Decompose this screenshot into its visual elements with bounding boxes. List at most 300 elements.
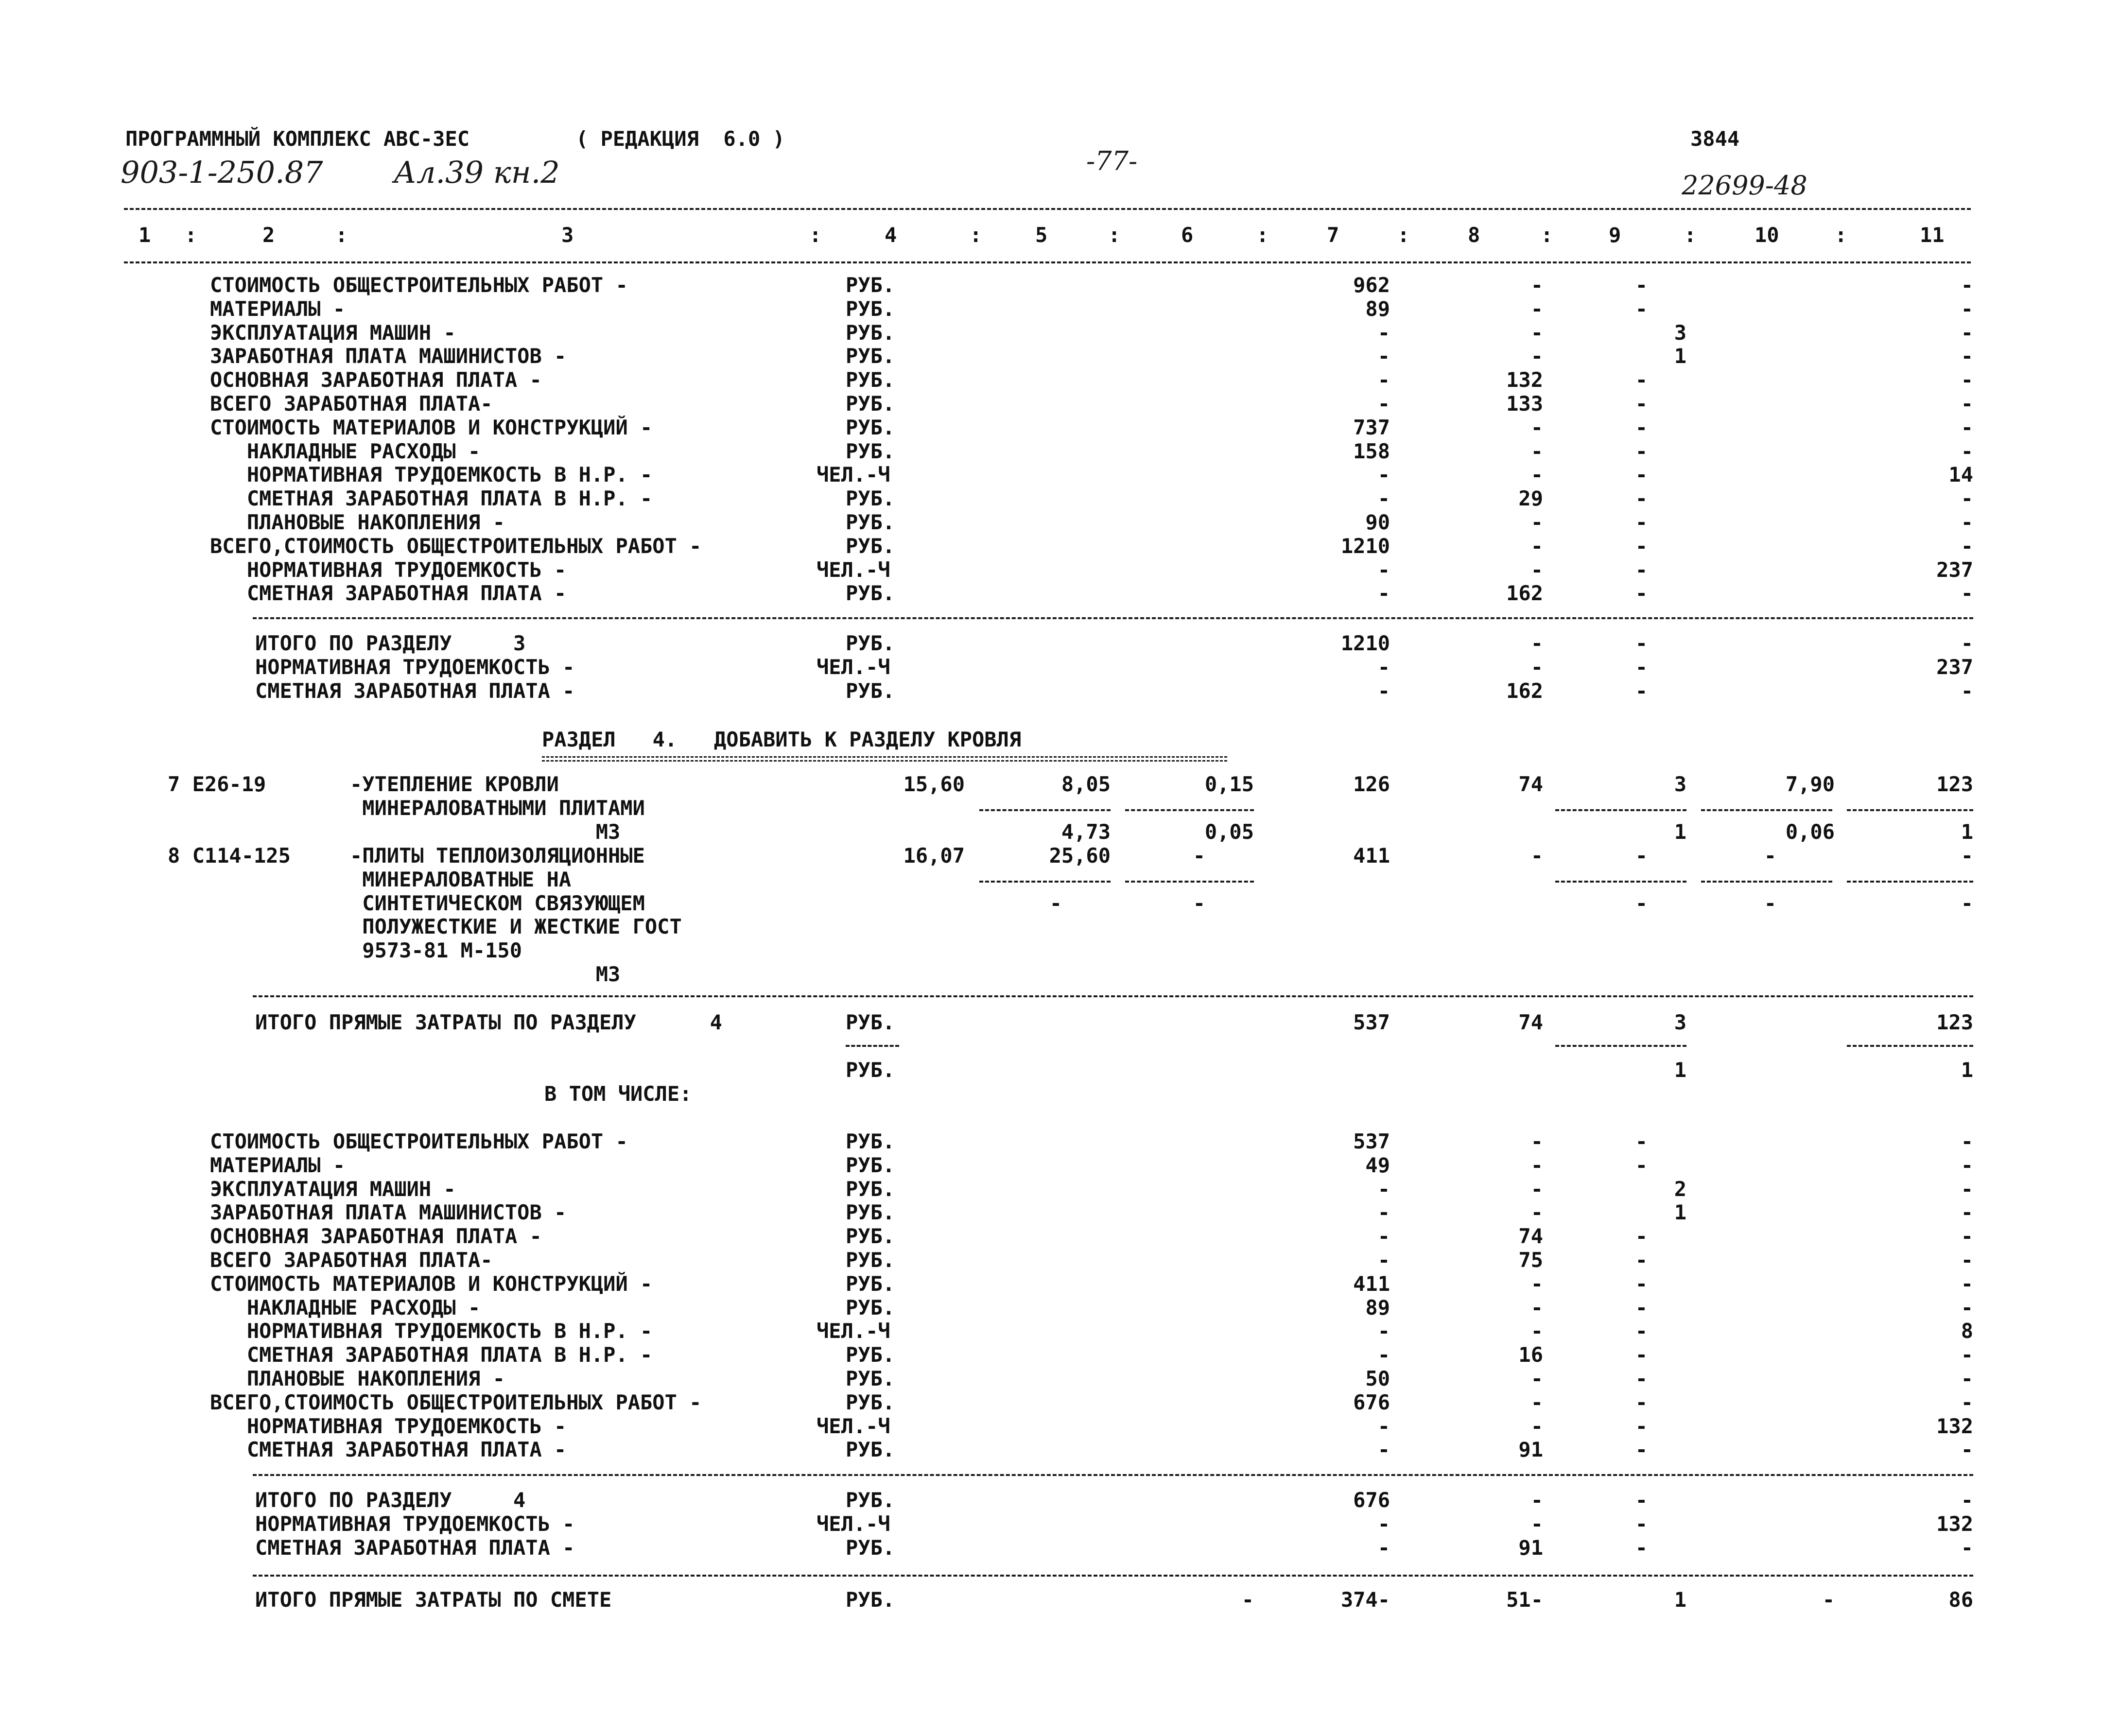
cell-col11: - [1961,486,1973,511]
cell-col7: - [1377,1343,1390,1367]
item-subrule [1701,809,1832,811]
total-col8: - [1530,1488,1543,1512]
total-unit: РУБ. [846,1488,895,1512]
row-label: ПЛАНОВЫЕ НАКОПЛЕНИЯ - [210,510,505,534]
grand-total-rule [253,1575,1973,1577]
row-unit: РУБ. [846,368,895,392]
cell-col9: - [1635,1153,1648,1177]
total-col8: 91 [1518,1535,1543,1560]
direct-col11-sub: 1 [1961,1058,1973,1082]
cell-col7: - [1377,1248,1390,1272]
row-label: ПЛАНОВЫЕ НАКОПЛЕНИЯ - [210,1367,505,1390]
row-label: ЭКСПЛУАТАЦИЯ МАШИН - [210,320,456,345]
item-description: -ПЛИТЫ ТЕПЛОИЗОЛЯЦИОННЫЕ [350,844,645,868]
item-col10-sub: 0,06 [1785,820,1835,844]
cell-col9: - [1635,534,1648,558]
cell-col7: 537 [1353,1129,1390,1153]
cell-col8: - [1530,1153,1543,1177]
item-description: М3 [350,819,621,844]
item-subrule [1125,809,1254,811]
total-unit: ЧЕЛ.-Ч [817,655,890,679]
total-col7: 1210 [1340,631,1390,655]
total-col7: - [1377,1511,1390,1536]
cell-col7: 737 [1353,415,1390,439]
cell-col11: - [1961,1367,1973,1390]
row-label: СМЕТНАЯ ЗАРАБОТНАЯ ПЛАТА - [210,1438,567,1462]
row-unit: ЧЕЛ.-Ч [817,1414,890,1438]
item-col5: 25,60 [1049,844,1111,868]
cell-col11: 8 [1961,1319,1973,1343]
column-separator: : [1256,223,1269,247]
total-col8: - [1530,655,1543,679]
cell-col7: - [1377,1177,1390,1201]
row-unit: РУБ. [846,1177,895,1201]
direct-unit-rule [846,1045,899,1047]
column-separator: : [1397,223,1410,247]
page-number: -77- [1086,146,1138,176]
cell-col11: 132 [1936,1414,1973,1438]
total-unit: ЧЕЛ.-Ч [817,1511,890,1536]
item-col6: - [1193,844,1205,868]
cell-col9: - [1635,1414,1648,1438]
cell-col7: - [1377,320,1390,345]
cell-col7: 50 [1365,1367,1390,1390]
cell-col7: 1210 [1340,534,1390,558]
row-label: СМЕТНАЯ ЗАРАБОТНАЯ ПЛАТА В Н.Р. - [210,1343,653,1367]
cell-col8: - [1530,296,1543,321]
cell-col8: - [1530,1177,1543,1201]
cell-col11: 14 [1948,463,1973,487]
total-col11: - [1961,1488,1973,1512]
total-col9: - [1635,1511,1648,1536]
total-col9: - [1635,1535,1648,1560]
grand-col7: 374- [1340,1588,1390,1612]
column-header: 4 [885,223,897,247]
column-separator: : [1108,223,1121,247]
row-unit: РУБ. [846,1343,895,1367]
item-number: 7 Е26-19 [168,772,266,796]
cell-col10: 3 [1674,320,1686,345]
cell-col9: - [1635,1343,1648,1367]
cell-col8: - [1530,415,1543,439]
item-col11-sub: 1 [1961,820,1973,844]
cell-col11: - [1961,1200,1973,1225]
cell-col8: 16 [1518,1343,1543,1367]
direct-subrule [1847,1045,1973,1047]
total-col11: 237 [1936,655,1973,679]
cell-col7: - [1377,1224,1390,1249]
cell-col11: - [1961,320,1973,345]
project-number: 903-1-250.87 [121,155,323,190]
grand-col10: - [1822,1588,1835,1612]
cell-col11: - [1961,1438,1973,1462]
cell-col9: - [1635,1129,1648,1153]
column-header: 5 [1035,223,1048,247]
cell-col9: - [1635,486,1648,511]
direct-col8: 74 [1518,1010,1543,1034]
total-unit: РУБ. [846,678,895,703]
item-subrule [1847,881,1973,883]
program-name: ПРОГРАММНЫЙ КОМПЛЕКС АВС-3ЕС [125,127,470,151]
cell-col9: - [1635,1367,1648,1390]
item-col5-sub: - [1049,891,1062,915]
cell-col10: 1 [1674,344,1686,368]
edition-label: ( РЕДАКЦИЯ 6.0 ) [576,127,785,151]
cell-col9: - [1635,581,1648,606]
cell-col11: - [1961,534,1973,558]
cell-col9: - [1635,1438,1648,1462]
total-col11: 132 [1936,1511,1973,1536]
row-unit: ЧЕЛ.-Ч [817,557,890,582]
row-label: СМЕТНАЯ ЗАРАБОТНАЯ ПЛАТА - [210,581,567,606]
total-label: ИТОГО ПО РАЗДЕЛУ 4 [255,1488,526,1512]
cell-col7: 90 [1365,510,1390,534]
row-label: СМЕТНАЯ ЗАРАБОТНАЯ ПЛАТА В Н.Р. - [210,486,653,511]
direct-subrule [1555,1045,1686,1047]
cell-col11: - [1961,1295,1973,1319]
column-header: 7 [1327,223,1339,247]
cell-col7: 676 [1353,1390,1390,1414]
row-unit: РУБ. [846,1224,895,1249]
cell-col11: - [1961,273,1973,297]
grand-total-unit: РУБ. [846,1588,895,1612]
items-end-rule [253,995,1973,997]
cell-col8: - [1530,1295,1543,1319]
item-col6: 0,15 [1204,772,1254,796]
item-col9: 3 [1674,772,1686,796]
cell-col11: - [1961,296,1973,321]
row-unit: РУБ. [846,1153,895,1177]
row-unit: РУБ. [846,1367,895,1390]
item-subrule [979,881,1111,883]
cell-col9: - [1635,1390,1648,1414]
total-unit: РУБ. [846,631,895,655]
item-description: МИНЕРАЛОВАТНЫЕ НА [350,867,572,891]
cell-col7: - [1377,344,1390,368]
cell-col8: 75 [1518,1248,1543,1272]
row-label: ВСЕГО ЗАРАБОТНАЯ ПЛАТА- [210,392,493,416]
item-col7: 411 [1353,844,1390,868]
item-number: 8 С114-125 [168,844,291,868]
row-label: НОРМАТИВНАЯ ТРУДОЕМКОСТЬ В Н.Р. - [210,463,653,487]
direct-costs-label: ИТОГО ПРЯМЫЕ ЗАТРАТЫ ПО РАЗДЕЛУ 4 [255,1010,722,1034]
item-subrule [1555,809,1686,811]
total-col7: 676 [1353,1488,1390,1512]
item-col7: 126 [1353,772,1390,796]
cell-col8: - [1530,344,1543,368]
item-subrule [1701,881,1832,883]
cell-col8: 162 [1506,581,1543,606]
row-unit: РУБ. [846,1438,895,1462]
cell-col9: - [1635,368,1648,392]
item-col9: - [1635,844,1648,868]
row-unit: РУБ. [846,510,895,534]
row-unit: РУБ. [846,1390,895,1414]
grand-col8: 51- [1506,1588,1543,1612]
column-header: 2 [262,223,275,247]
row-unit: РУБ. [846,439,895,463]
cell-col7: - [1377,486,1390,511]
cell-col7: 89 [1365,296,1390,321]
cell-col7: - [1377,1319,1390,1343]
item-col5-sub: 4,73 [1061,820,1111,844]
cell-col7: - [1377,368,1390,392]
grand-col6: - [1241,1588,1254,1612]
column-header: 8 [1468,223,1480,247]
album-number: Ал.39 кн.2 [394,155,560,190]
item-col9-sub: - [1635,891,1648,915]
column-header: 6 [1181,223,1194,247]
column-header: 3 [561,223,574,247]
column-header: 9 [1609,223,1621,247]
item-col8: 74 [1518,772,1543,796]
cell-col9: - [1635,439,1648,463]
column-header: 11 [1920,223,1945,247]
row-unit: РУБ. [846,296,895,321]
cell-col9: - [1635,510,1648,534]
column-header: 10 [1755,223,1779,247]
cell-col9: - [1635,1295,1648,1319]
column-separator: : [1684,223,1697,247]
cell-col11: - [1961,1224,1973,1249]
total-label: НОРМАТИВНАЯ ТРУДОЕМКОСТЬ - [255,1511,575,1536]
cell-col8: 133 [1506,392,1543,416]
row-unit: РУБ. [846,1200,895,1225]
cell-col11: - [1961,439,1973,463]
total-col11: - [1961,1535,1973,1560]
cell-col8: 74 [1518,1224,1543,1249]
cell-col7: 49 [1365,1153,1390,1177]
document-number: 22699-48 [1682,170,1807,201]
total-label: СМЕТНАЯ ЗАРАБОТНАЯ ПЛАТА - [255,1535,575,1560]
total-label: ИТОГО ПО РАЗДЕЛУ 3 [255,631,526,655]
column-separator: : [185,223,197,247]
grand-total-label: ИТОГО ПРЯМЫЕ ЗАТРАТЫ ПО СМЕТЕ [255,1588,612,1612]
row-label: СТОИМОСТЬ МАТЕРИАЛОВ И КОНСТРУКЦИЙ - [210,415,653,439]
cell-col8: - [1530,557,1543,582]
cell-col8: - [1530,320,1543,345]
row-unit: РУБ. [846,392,895,416]
row-unit: РУБ. [846,486,895,511]
cell-col11: - [1961,1129,1973,1153]
item-subrule [1847,809,1973,811]
cell-col8: - [1530,510,1543,534]
row-unit: РУБ. [846,1248,895,1272]
cell-col10: 2 [1674,1177,1686,1201]
cell-col7: - [1377,392,1390,416]
cell-col9: - [1635,296,1648,321]
cell-col9: - [1635,1248,1648,1272]
item-subrule [979,809,1111,811]
row-label: ВСЕГО ЗАРАБОТНАЯ ПЛАТА- [210,1248,493,1272]
item-description: ПОЛУЖЕСТКИЕ И ЖЕСТКИЕ ГОСТ [350,915,682,939]
total-col8: - [1530,1511,1543,1536]
including-label: В ТОМ ЧИСЛЕ: [544,1082,692,1106]
item-subrule [1125,881,1254,883]
row-unit: РУБ. [846,320,895,345]
total-col8: 162 [1506,678,1543,703]
row-label: НАКЛАДНЫЕ РАСХОДЫ - [210,1295,481,1319]
item-description: -УТЕПЛЕНИЕ КРОВЛИ [350,772,559,796]
total-col11: - [1961,678,1973,703]
cell-col8: 29 [1518,486,1543,511]
direct-col11: 123 [1936,1010,1973,1034]
cell-col9: - [1635,273,1648,297]
cell-col8: - [1530,1367,1543,1390]
total-col7: - [1377,655,1390,679]
item-col11-sub: - [1961,891,1973,915]
item-col6-sub: 0,05 [1204,820,1254,844]
cell-col8: 91 [1518,1438,1543,1462]
row-label: ЭКСПЛУАТАЦИЯ МАШИН - [210,1177,456,1201]
cell-col11: 237 [1936,557,1973,582]
section-title-underline [542,756,1227,758]
header-rule-top [124,208,1971,210]
cell-col7: - [1377,1438,1390,1462]
row-unit: ЧЕЛ.-Ч [817,1319,890,1343]
item-col10: - [1764,844,1776,868]
section-title: РАЗДЕЛ 4. ДОБАВИТЬ К РАЗДЕЛУ КРОВЛЯ [542,728,1022,751]
cell-col8: - [1530,1390,1543,1414]
cell-col8: - [1530,1319,1543,1343]
row-label: НАКЛАДНЫЕ РАСХОДЫ - [210,439,481,463]
direct-col7: 537 [1353,1010,1390,1034]
direct-col9: 3 [1674,1010,1686,1034]
direct-costs-unit: РУБ. [846,1010,895,1034]
cell-col11: - [1961,1343,1973,1367]
section3-total-rule [253,617,1973,619]
row-label: НОРМАТИВНАЯ ТРУДОЕМКОСТЬ - [210,1414,567,1438]
cell-col11: - [1961,1248,1973,1272]
row-unit: РУБ. [846,534,895,558]
cell-col8: - [1530,439,1543,463]
cell-col8: - [1530,273,1543,297]
cell-col11: - [1961,510,1973,534]
cell-col7: - [1377,581,1390,606]
row-label: ОСНОВНАЯ ЗАРАБОТНАЯ ПЛАТА - [210,1224,542,1249]
item-col5: 8,05 [1061,772,1111,796]
item-col11: - [1961,844,1973,868]
item-col6-sub: - [1193,891,1205,915]
row-label: ЗАРАБОТНАЯ ПЛАТА МАШИНИСТОВ - [210,1200,567,1225]
item-description: СИНТЕТИЧЕСКОМ СВЯЗУЮЩЕМ [350,891,645,915]
cell-col7: - [1377,1414,1390,1438]
cell-col11: - [1961,368,1973,392]
row-unit: РУБ. [846,344,895,368]
cell-col9: - [1635,415,1648,439]
row-unit: РУБ. [846,581,895,606]
item-description: М3 [350,962,621,986]
direct-costs-unit-sub: РУБ. [846,1058,895,1082]
cell-col11: - [1961,344,1973,368]
cell-col11: - [1961,1153,1973,1177]
row-label: ВСЕГО,СТОИМОСТЬ ОБЩЕСТРОИТЕЛЬНЫХ РАБОТ - [210,1390,702,1414]
row-unit: РУБ. [846,1129,895,1153]
cell-col8: - [1530,1271,1543,1296]
cell-col7: - [1377,463,1390,487]
item-col4: 16,07 [903,844,965,868]
row-label: ВСЕГО,СТОИМОСТЬ ОБЩЕСТРОИТЕЛЬНЫХ РАБОТ - [210,534,702,558]
total-col9: - [1635,678,1648,703]
column-separator: : [809,223,822,247]
cell-col8: - [1530,1414,1543,1438]
row-label: МАТЕРИАЛЫ - [210,296,346,321]
total-col9: - [1635,655,1648,679]
item-subrule [1555,881,1686,883]
item-col4: 15,60 [903,772,965,796]
row-unit: РУБ. [846,1271,895,1296]
column-separator: : [1835,223,1847,247]
column-header: 1 [139,223,151,247]
cell-col11: - [1961,581,1973,606]
cell-col9: - [1635,1224,1648,1249]
cell-col8: - [1530,1200,1543,1225]
column-separator: : [335,223,348,247]
item-col9-sub: 1 [1674,820,1686,844]
row-unit: РУБ. [846,1295,895,1319]
row-label: СТОИМОСТЬ ОБЩЕСТРОИТЕЛЬНЫХ РАБОТ - [210,1129,628,1153]
row-label: СТОИМОСТЬ МАТЕРИАЛОВ И КОНСТРУКЦИЙ - [210,1271,653,1296]
row-label: ЗАРАБОТНАЯ ПЛАТА МАШИНИСТОВ - [210,344,567,368]
cell-col8: 132 [1506,368,1543,392]
row-label: МАТЕРИАЛЫ - [210,1153,346,1177]
item-col8: - [1530,844,1543,868]
total-col9: - [1635,631,1648,655]
row-label: СТОИМОСТЬ ОБЩЕСТРОИТЕЛЬНЫХ РАБОТ - [210,273,628,297]
header-rule-bottom [124,261,1971,263]
cell-col9: - [1635,463,1648,487]
cell-col9: - [1635,1271,1648,1296]
total-col7: - [1377,678,1390,703]
grand-col11: 86 [1948,1588,1973,1612]
item-description: 9573-81 М-150 [350,938,522,963]
total-unit: РУБ. [846,1535,895,1560]
total-label: СМЕТНАЯ ЗАРАБОТНАЯ ПЛАТА - [255,678,575,703]
row-unit: РУБ. [846,415,895,439]
column-separator: : [1541,223,1553,247]
row-label: ОСНОВНАЯ ЗАРАБОТНАЯ ПЛАТА - [210,368,542,392]
cell-col9: - [1635,392,1648,416]
column-separator: : [970,223,982,247]
cell-col7: 158 [1353,439,1390,463]
cell-col10: 1 [1674,1200,1686,1225]
row-label: НОРМАТИВНАЯ ТРУДОЕМКОСТЬ В Н.Р. - [210,1319,653,1343]
cell-col11: - [1961,1271,1973,1296]
item-col10-sub: - [1764,891,1776,915]
direct-col9-sub: 1 [1674,1058,1686,1082]
cell-col8: - [1530,1129,1543,1153]
total-col11: - [1961,631,1973,655]
cell-col8: - [1530,463,1543,487]
total-col8: - [1530,631,1543,655]
item-col11: 123 [1936,772,1973,796]
grand-col9: 1 [1674,1588,1686,1612]
cell-col7: 89 [1365,1295,1390,1319]
cell-col7: 962 [1353,273,1390,297]
cell-col11: - [1961,1390,1973,1414]
cell-col11: - [1961,392,1973,416]
row-label: НОРМАТИВНАЯ ТРУДОЕМКОСТЬ - [210,557,567,582]
row-unit: РУБ. [846,273,895,297]
item-col10: 7,90 [1785,772,1835,796]
cell-col7: 411 [1353,1271,1390,1296]
total-col7: - [1377,1535,1390,1560]
section4-total-rule [253,1474,1973,1476]
document-code: 3844 [1690,127,1740,151]
total-col9: - [1635,1488,1648,1512]
cell-col9: - [1635,1319,1648,1343]
row-unit: ЧЕЛ.-Ч [817,463,890,487]
